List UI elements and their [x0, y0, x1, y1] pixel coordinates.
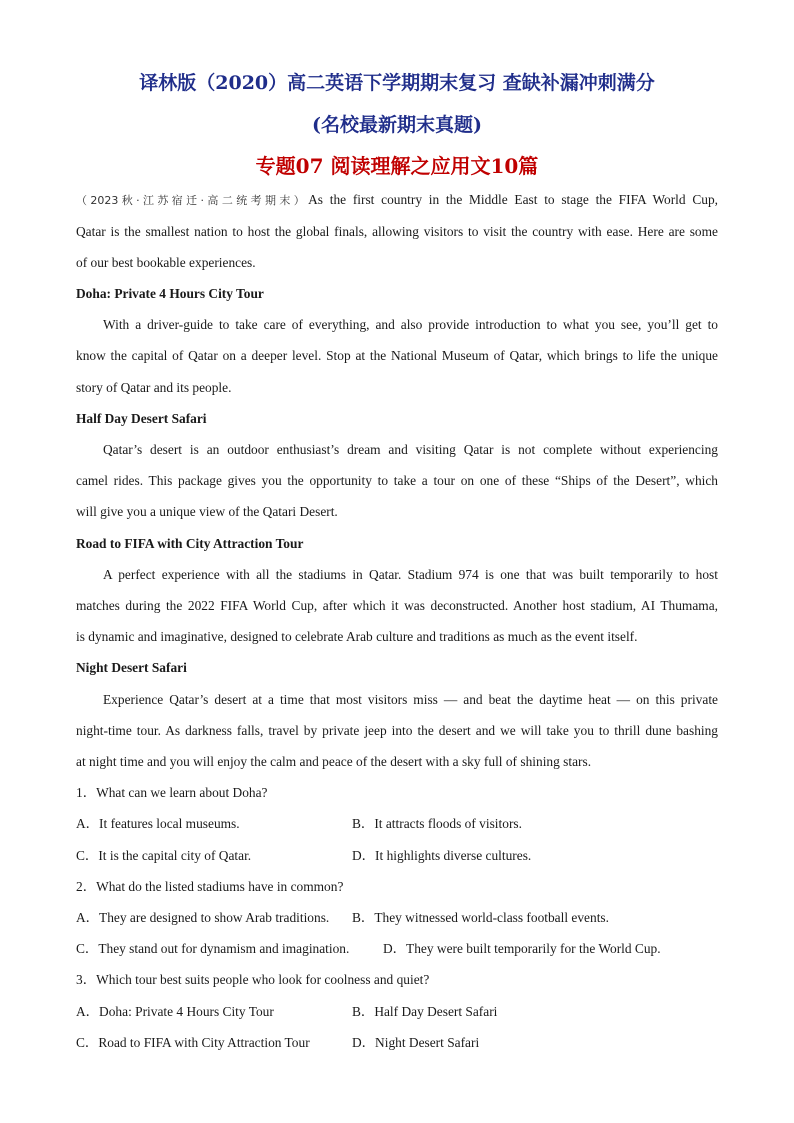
document-title: 译林版（2020）高二英语下学期期末复习 查缺补漏冲刺满分 [139, 72, 655, 94]
option-c: C．They stand out for dynamism and imagination. [76, 941, 350, 956]
paragraph-line: story of Qatar and its people. [76, 380, 232, 395]
option-b: B．It attracts floods of visitors. [352, 816, 522, 831]
question-stem: 3．Which tour best suits people who look for coolness and quiet? [76, 972, 430, 987]
paragraph-line: night-time tour. As darkness falls, travel by private jeep into the desert and we will take you to thrill dune bashing [76, 723, 718, 738]
option-d: D．Night Desert Safari [352, 1035, 480, 1050]
paragraph-line: Qatar’s desert is an outdoor enthusiast’s dream and visiting Qatar is not complete without experiencing [103, 442, 718, 457]
question-stem: 2．What do the listed stadiums have in common? [76, 879, 344, 894]
section-heading: Night Desert Safari [76, 660, 187, 675]
intro-line: of our best bookable experiences. [76, 255, 256, 270]
intro-line: Qatar is the smallest nation to host the global finals, allowing visitors to visit the country with ease. Here are some [76, 224, 718, 239]
option-b: B．They witnessed world-class football events. [352, 910, 609, 925]
topic-title: 专题07 阅读理解之应用文10篇 [255, 154, 539, 178]
paragraph-line: With a driver-guide to take care of everything, and also provide introduction to what you see, you’ll get to [103, 317, 718, 332]
option-a: A．They are designed to show Arab traditions. [76, 910, 330, 925]
section-heading: Road to FIFA with City Attraction Tour [76, 536, 304, 551]
paragraph-line: will give you a unique view of the Qatari Desert. [76, 504, 338, 519]
source-note: （2023秋·江苏宿迁·高二统考期末） [76, 194, 309, 207]
option-c: C．Road to FIFA with City Attraction Tour [76, 1035, 310, 1050]
section-heading: Half Day Desert Safari [76, 411, 207, 426]
paragraph-line: A perfect experience with all the stadiums in Qatar. Stadium 974 is one that was built temporarily to host [103, 567, 718, 582]
option-c: C．It is the capital city of Qatar. [76, 848, 252, 863]
paragraph-line: at night time and you will enjoy the calm and peace of the desert with a sky full of shining stars. [76, 754, 592, 769]
option-a: A．Doha: Private 4 Hours City Tour [76, 1004, 274, 1019]
question-stem: 1．What can we learn about Doha? [76, 785, 268, 800]
option-d: D．It highlights diverse cultures. [352, 848, 532, 863]
paragraph-line: Experience Qatar’s desert at a time that most visitors miss — and beat the daytime heat — on this private [103, 692, 718, 707]
intro-line: （2023秋·江苏宿迁·高二统考期末）As the first country in the Middle East to stage the FIFA World Cup, [76, 192, 718, 207]
paragraph-line: matches during the 2022 FIFA World Cup, after which it was deconstructed. Another host stadium, AI Thumama, [76, 598, 718, 613]
option-b: B．Half Day Desert Safari [352, 1004, 498, 1019]
paragraph-line: is dynamic and imaginative, designed to celebrate Arab culture and traditions as much as the event itself. [76, 629, 638, 644]
paragraph-line: camel rides. This package gives you the opportunity to take a tour on one of these “Ships of the Desert”, which [76, 473, 718, 488]
document-subtitle: (名校最新期末真题) [312, 114, 482, 136]
paragraph-line: know the capital of Qatar on a deeper level. Stop at the National Museum of Qatar, which brings to life the unique [76, 348, 718, 363]
option-a: A．It features local museums. [76, 816, 240, 831]
section-heading: Doha: Private 4 Hours City Tour [76, 286, 264, 301]
option-d: D．They were built temporarily for the World Cup. [383, 941, 661, 956]
